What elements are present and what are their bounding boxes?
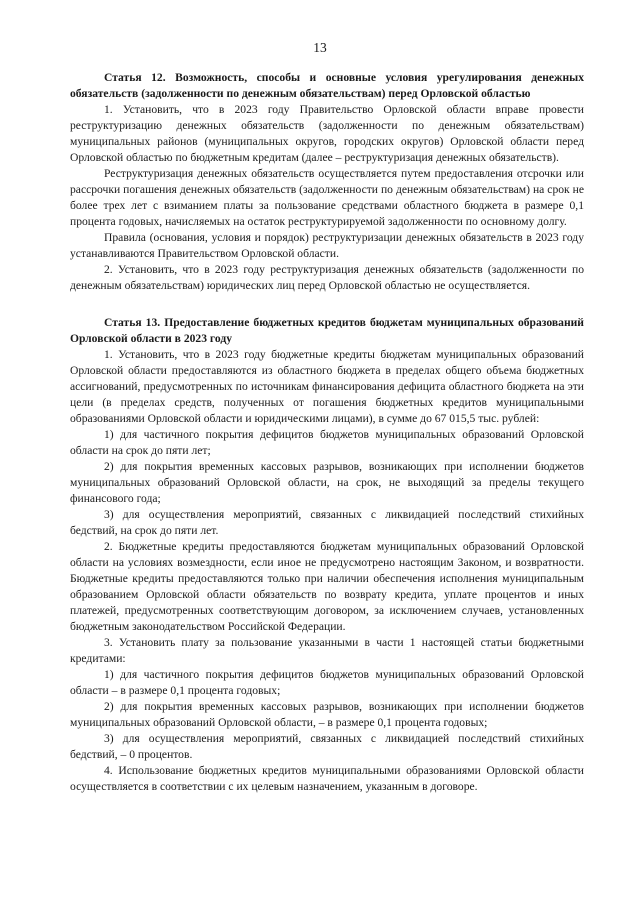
page-number: 13 [313,40,327,55]
article-12-paragraph: Реструктуризация денежных обязательств осуществляется путем предоставления отсрочки или рассрочки погашения денежных обязательств (задолженности по денежным обязательствам) на срок не более трех лет с взиманием платы за пользование средствами областного бюджета в размере 0,1 процента годовых, начисляемых на остаток реструктурируемой задолженности по основному долгу. [70,167,584,228]
article-13-title: Статья 13. Предоставление бюджетных кредитов бюджетам муниципальных образований Орловской области в 2023 году [70,316,584,345]
section-gap [70,294,584,315]
article-12-paragraph: 1. Установить, что в 2023 году Правительство Орловской области вправе провести реструктуризацию денежных обязательств (задолженности по денежным обязательствам) муниципальных районов (муниципальных округов, городских округов) Орловской области перед Орловской областью по бюджетным кредитам (далее – реструктуризация денежных обязательств). [70,103,584,164]
document-body [70,70,584,795]
article-12-paragraph: 2. Установить, что в 2023 году реструктуризация денежных обязательств (задолженности по денежным обязательствам) юридических лиц перед Орловской областью не осуществляется. [70,263,584,292]
article-13-paragraph: 1) для частичного покрытия дефицитов бюджетов муниципальных образований Орловской области – в размере 0,1 процента годовых; [70,668,584,697]
article-13-paragraph: 2. Бюджетные кредиты предоставляются бюджетам муниципальных образований Орловской области на условиях возмездности, если иное не предусмотрено настоящим Законом, и возвратности. Бюджетные кредиты предоставляются только при наличии обеспечения исполнения муниципальным образованием Орловской области обязательств по возврату кредита, уплате процентов и иных платежей, предусмотренных соответствующим договором, за исключением случаев, установленных бюджетным законодательством Российской Федерации. [70,540,584,633]
article-12-title: Статья 12. Возможность, способы и основные условия урегулирования денежных обязательств (задолженности по денежным обязательствам) перед Орловской областью [70,71,584,100]
article-13-paragraph: 2) для покрытия временных кассовых разрывов, возникающих при исполнении бюджетов муниципальных образований Орловской области, на срок, не выходящий за пределы текущего финансового года; [70,460,584,505]
article-13-paragraph: 1) для частичного покрытия дефицитов бюджетов муниципальных образований Орловской области на срок до пяти лет; [70,428,584,457]
article-13-paragraph: 4. Использование бюджетных кредитов муниципальными образованиями Орловской области осуществляется в соответствии с их целевым назначением, указанным в договоре. [70,764,584,793]
article-13-paragraph: 3) для осуществления мероприятий, связанных с ликвидацией последствий стихийных бедствий, на срок до пяти лет. [70,508,584,537]
article-12 [70,70,584,294]
article-13-paragraph: 3) для осуществления мероприятий, связанных с ликвидацией последствий стихийных бедствий, – 0 процентов. [70,732,584,761]
article-13-paragraph: 1. Установить, что в 2023 году бюджетные кредиты бюджетам муниципальных образований Орловской области предоставляются из областного бюджета в пределах общего объема бюджетных ассигнований, предусмотренных по источникам финансирования дефицита областного бюджета на эти цели (в пределах средств, полученных от погашения бюджетных кредитов муниципальными образованиями Орловской области и юридическими лицами), в сумме до 67 015,5 тыс. рублей: [70,348,584,425]
article-13 [70,315,584,795]
article-12-paragraph: Правила (основания, условия и порядок) реструктуризации денежных обязательств в 2023 году устанавливаются Правительством Орловской области. [70,231,584,260]
article-13-paragraph: 3. Установить плату за пользование указанными в части 1 настоящей статьи бюджетными кредитами: [70,636,584,665]
article-13-paragraph: 2) для покрытия временных кассовых разрывов, возникающих при исполнении бюджетов муниципальных образований Орловской области, – в размере 0,1 процента годовых; [70,700,584,729]
